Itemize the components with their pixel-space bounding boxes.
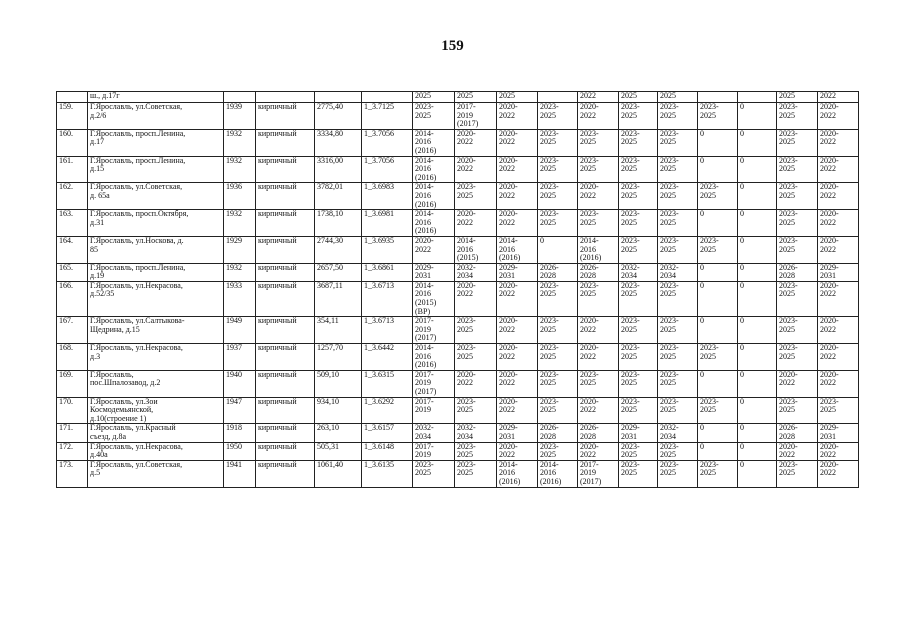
cell-area: 3687,11 xyxy=(315,281,362,316)
cell-address: Г.Ярославль, ул.Советская, д. 65а xyxy=(88,183,224,210)
cell-period-11: 2020- 2022 xyxy=(818,236,859,263)
cell-period-6: 2023- 2025 xyxy=(619,281,658,316)
cell-period-5: 2023- 2025 xyxy=(578,281,619,316)
cell-area: 3334,80 xyxy=(315,129,362,156)
cell-period-6: 2029- 2031 xyxy=(619,424,658,442)
cell-area xyxy=(315,92,362,103)
cell-address: Г.Ярославль, ул.Некрасова, д.3 xyxy=(88,344,224,371)
cell-row-number: 162. xyxy=(57,183,88,210)
cell-period-5: 2023- 2025 xyxy=(578,210,619,237)
cell-period-1: 2029- 2031 xyxy=(413,263,455,281)
cell-period-10: 2023- 2025 xyxy=(777,281,818,316)
cell-period-10: 2023- 2025 xyxy=(777,317,818,344)
cell-period-6: 2023- 2025 xyxy=(619,156,658,183)
table-row xyxy=(57,129,859,156)
cell-period-5: 2020- 2022 xyxy=(578,397,619,424)
cell-period-6: 2023- 2025 xyxy=(619,210,658,237)
cell-period-10: 2023- 2025 xyxy=(777,103,818,130)
cell-period-2: 2023- 2025 xyxy=(455,317,497,344)
cell-address: Г.Ярославль, ул.Салтыкова- Щедрина, д.15 xyxy=(88,317,224,344)
table-row xyxy=(57,103,859,130)
cell-wall-material: кирпичный xyxy=(256,442,315,460)
cell-area: 2744,30 xyxy=(315,236,362,263)
cell-row-number: 159. xyxy=(57,103,88,130)
cell-period-9: 0 xyxy=(738,424,777,442)
cell-period-11: 2029- 2031 xyxy=(818,424,859,442)
cell-period-3: 2014- 2016 (2016) xyxy=(497,236,538,263)
cell-period-10: 2020- 2022 xyxy=(777,370,818,397)
housing-repair-table xyxy=(56,91,859,488)
cell-period-5: 2023- 2025 xyxy=(578,156,619,183)
cell-period-7: 2025 xyxy=(658,92,698,103)
cell-address: Г.Ярославль, ул.Некрасова, д.40а xyxy=(88,442,224,460)
table-row xyxy=(57,460,859,487)
cell-period-9: 0 xyxy=(738,156,777,183)
cell-period-2: 2023- 2025 xyxy=(455,442,497,460)
table-row xyxy=(57,344,859,371)
cell-period-1: 2020- 2022 xyxy=(413,236,455,263)
cell-period-3: 2020- 2022 xyxy=(497,344,538,371)
cell-period-6: 2023- 2025 xyxy=(619,103,658,130)
cell-period-2: 2032- 2034 xyxy=(455,424,497,442)
cell-period-4: 2026- 2028 xyxy=(538,263,578,281)
table-row xyxy=(57,370,859,397)
cell-period-3: 2020- 2022 xyxy=(497,103,538,130)
table-row xyxy=(57,424,859,442)
cell-period-1: 2017- 2019 (2017) xyxy=(413,370,455,397)
cell-period-8: 0 xyxy=(698,263,738,281)
cell-period-3: 2020- 2022 xyxy=(497,281,538,316)
cell-period-1: 2014- 2016 (2016) xyxy=(413,156,455,183)
cell-address: Г.Ярославль, ул.Носкова, д. 85 xyxy=(88,236,224,263)
cell-period-7: 2023- 2025 xyxy=(658,129,698,156)
cell-period-10: 2023- 2025 xyxy=(777,183,818,210)
cell-period-10: 2023- 2025 xyxy=(777,210,818,237)
cell-code: 1_3.6861 xyxy=(362,263,413,281)
cell-year-built: 1937 xyxy=(224,344,256,371)
cell-period-8: 0 xyxy=(698,210,738,237)
table-row xyxy=(57,442,859,460)
cell-period-3: 2020- 2022 xyxy=(497,370,538,397)
cell-period-5: 2020- 2022 xyxy=(578,442,619,460)
cell-period-8: 0 xyxy=(698,317,738,344)
cell-wall-material: кирпичный xyxy=(256,344,315,371)
cell-wall-material: кирпичный xyxy=(256,317,315,344)
cell-period-11: 2020- 2022 xyxy=(818,281,859,316)
cell-wall-material: кирпичный xyxy=(256,424,315,442)
cell-period-1: 2014- 2016 (2016) xyxy=(413,344,455,371)
cell-year-built: 1932 xyxy=(224,210,256,237)
cell-period-8: 2023- 2025 xyxy=(698,397,738,424)
cell-period-4: 2023- 2025 xyxy=(538,210,578,237)
cell-code: 1_3.7056 xyxy=(362,156,413,183)
cell-year-built: 1939 xyxy=(224,103,256,130)
cell-period-2: 2020- 2022 xyxy=(455,210,497,237)
cell-year-built: 1940 xyxy=(224,370,256,397)
cell-period-7: 2032- 2034 xyxy=(658,424,698,442)
cell-wall-material: кирпичный xyxy=(256,183,315,210)
cell-period-3: 2020- 2022 xyxy=(497,397,538,424)
cell-period-11: 2020- 2022 xyxy=(818,442,859,460)
cell-period-6: 2023- 2025 xyxy=(619,183,658,210)
cell-period-8: 0 xyxy=(698,442,738,460)
cell-period-10: 2025 xyxy=(777,92,818,103)
cell-area: 3316,00 xyxy=(315,156,362,183)
cell-period-9 xyxy=(738,92,777,103)
cell-period-11: 2020- 2022 xyxy=(818,103,859,130)
cell-row-number: 160. xyxy=(57,129,88,156)
cell-wall-material: кирпичный xyxy=(256,263,315,281)
cell-code: 1_3.7125 xyxy=(362,103,413,130)
cell-period-6: 2023- 2025 xyxy=(619,370,658,397)
cell-period-2: 2025 xyxy=(455,92,497,103)
cell-wall-material: кирпичный xyxy=(256,129,315,156)
cell-code: 1_3.6713 xyxy=(362,281,413,316)
cell-code: 1_3.6135 xyxy=(362,460,413,487)
table-row xyxy=(57,210,859,237)
cell-period-5: 2026- 2028 xyxy=(578,263,619,281)
cell-year-built: 1932 xyxy=(224,156,256,183)
cell-year-built: 1932 xyxy=(224,129,256,156)
cell-period-4: 2023- 2025 xyxy=(538,370,578,397)
cell-period-4: 0 xyxy=(538,236,578,263)
cell-period-8: 0 xyxy=(698,156,738,183)
cell-period-11: 2020- 2022 xyxy=(818,129,859,156)
cell-code: 1_3.6315 xyxy=(362,370,413,397)
cell-address: Г.Ярославль, ул.Некрасова, д.52/35 xyxy=(88,281,224,316)
cell-code: 1_3.7056 xyxy=(362,129,413,156)
cell-area: 354,11 xyxy=(315,317,362,344)
cell-period-2: 2023- 2025 xyxy=(455,397,497,424)
cell-area: 1738,10 xyxy=(315,210,362,237)
cell-period-4: 2023- 2025 xyxy=(538,442,578,460)
cell-period-7: 2032- 2034 xyxy=(658,263,698,281)
cell-year-built: 1936 xyxy=(224,183,256,210)
cell-period-7: 2023- 2025 xyxy=(658,281,698,316)
cell-period-5: 2023- 2025 xyxy=(578,129,619,156)
cell-area: 3782,01 xyxy=(315,183,362,210)
cell-period-6: 2023- 2025 xyxy=(619,236,658,263)
cell-period-1: 2025 xyxy=(413,92,455,103)
cell-year-built: 1949 xyxy=(224,317,256,344)
cell-address: Г.Ярославль, ул.Красный съезд, д.8а xyxy=(88,424,224,442)
cell-row-number: 165. xyxy=(57,263,88,281)
cell-area: 2657,50 xyxy=(315,263,362,281)
cell-period-6: 2023- 2025 xyxy=(619,460,658,487)
cell-period-4: 2023- 2025 xyxy=(538,281,578,316)
cell-area: 509,10 xyxy=(315,370,362,397)
cell-row-number: 168. xyxy=(57,344,88,371)
cell-period-6: 2025 xyxy=(619,92,658,103)
cell-period-1: 2023- 2025 xyxy=(413,103,455,130)
cell-period-9: 0 xyxy=(738,129,777,156)
cell-period-5: 2020- 2022 xyxy=(578,317,619,344)
cell-year-built: 1941 xyxy=(224,460,256,487)
cell-wall-material: кирпичный xyxy=(256,103,315,130)
cell-row-number: 166. xyxy=(57,281,88,316)
cell-period-8: 2023- 2025 xyxy=(698,103,738,130)
cell-period-6: 2023- 2025 xyxy=(619,344,658,371)
table-row xyxy=(57,317,859,344)
cell-period-4: 2023- 2025 xyxy=(538,183,578,210)
cell-period-4: 2014- 2016 (2016) xyxy=(538,460,578,487)
cell-area: 505,31 xyxy=(315,442,362,460)
cell-period-9: 0 xyxy=(738,317,777,344)
cell-period-6: 2023- 2025 xyxy=(619,129,658,156)
cell-period-6: 2023- 2025 xyxy=(619,442,658,460)
cell-period-9: 0 xyxy=(738,344,777,371)
cell-period-7: 2023- 2025 xyxy=(658,442,698,460)
cell-period-7: 2023- 2025 xyxy=(658,460,698,487)
cell-period-4: 2023- 2025 xyxy=(538,344,578,371)
cell-period-11: 2020- 2022 xyxy=(818,344,859,371)
cell-wall-material: кирпичный xyxy=(256,236,315,263)
cell-period-5: 2020- 2022 xyxy=(578,344,619,371)
cell-address: Г.Ярославль, просп.Ленина, д.15 xyxy=(88,156,224,183)
cell-period-10: 2026- 2028 xyxy=(777,263,818,281)
cell-row-number: 173. xyxy=(57,460,88,487)
cell-year-built: 1918 xyxy=(224,424,256,442)
cell-period-2: 2032- 2034 xyxy=(455,263,497,281)
cell-period-1: 2014- 2016 (2016) xyxy=(413,183,455,210)
cell-period-3: 2020- 2022 xyxy=(497,183,538,210)
cell-period-7: 2023- 2025 xyxy=(658,397,698,424)
table-row xyxy=(57,263,859,281)
cell-year-built: 1929 xyxy=(224,236,256,263)
cell-period-3: 2029- 2031 xyxy=(497,424,538,442)
cell-period-5: 2020- 2022 xyxy=(578,103,619,130)
cell-row-number: 172. xyxy=(57,442,88,460)
cell-period-1: 2014- 2016 (2016) xyxy=(413,129,455,156)
cell-period-8: 2023- 2025 xyxy=(698,236,738,263)
cell-period-10: 2023- 2025 xyxy=(777,236,818,263)
cell-wall-material: кирпичный xyxy=(256,370,315,397)
cell-area: 2775,40 xyxy=(315,103,362,130)
cell-period-5: 2020- 2022 xyxy=(578,183,619,210)
cell-area: 1257,70 xyxy=(315,344,362,371)
cell-period-7: 2023- 2025 xyxy=(658,210,698,237)
cell-period-11: 2020- 2022 xyxy=(818,183,859,210)
cell-code: 1_3.6148 xyxy=(362,442,413,460)
cell-period-2: 2023- 2025 xyxy=(455,460,497,487)
cell-row-number: 171. xyxy=(57,424,88,442)
cell-period-9: 0 xyxy=(738,281,777,316)
cell-address: Г.Ярославль, ул.Советская, д.5 xyxy=(88,460,224,487)
cell-period-3: 2014- 2016 (2016) xyxy=(497,460,538,487)
cell-period-7: 2023- 2025 xyxy=(658,236,698,263)
cell-row-number: 170. xyxy=(57,397,88,424)
cell-code: 1_3.6442 xyxy=(362,344,413,371)
cell-code: 1_3.6292 xyxy=(362,397,413,424)
cell-wall-material: кирпичный xyxy=(256,397,315,424)
cell-period-11: 2020- 2022 xyxy=(818,460,859,487)
cell-address: Г.Ярославль, ул.Советская, д.2/6 xyxy=(88,103,224,130)
cell-period-1: 2017- 2019 (2017) xyxy=(413,317,455,344)
cell-period-1: 2014- 2016 (2015) (ВР) xyxy=(413,281,455,316)
cell-period-10: 2020- 2022 xyxy=(777,442,818,460)
page-number: 159 xyxy=(441,38,464,54)
cell-period-4 xyxy=(538,92,578,103)
cell-period-11: 2020- 2022 xyxy=(818,317,859,344)
cell-period-4: 2023- 2025 xyxy=(538,317,578,344)
cell-period-10: 2023- 2025 xyxy=(777,397,818,424)
cell-period-3: 2020- 2022 xyxy=(497,317,538,344)
cell-period-9: 0 xyxy=(738,370,777,397)
cell-period-11: 2022 xyxy=(818,92,859,103)
cell-year-built xyxy=(224,92,256,103)
cell-period-4: 2023- 2025 xyxy=(538,103,578,130)
cell-address: Г.Ярославль, ул.Зои Космодемьянской, д.10(строение 1) xyxy=(88,397,224,424)
cell-year-built: 1950 xyxy=(224,442,256,460)
cell-period-9: 0 xyxy=(738,236,777,263)
table-row xyxy=(57,397,859,424)
cell-period-7: 2023- 2025 xyxy=(658,103,698,130)
cell-period-7: 2023- 2025 xyxy=(658,183,698,210)
cell-address: Г.Ярославль, просп.Ленина, д.17 xyxy=(88,129,224,156)
cell-period-4: 2023- 2025 xyxy=(538,129,578,156)
cell-wall-material: кирпичный xyxy=(256,281,315,316)
cell-wall-material xyxy=(256,92,315,103)
cell-period-1: 2017- 2019 xyxy=(413,397,455,424)
cell-row-number: 164. xyxy=(57,236,88,263)
cell-period-11: 2020- 2022 xyxy=(818,156,859,183)
cell-period-2: 2023- 2025 xyxy=(455,183,497,210)
cell-period-6: 2032- 2034 xyxy=(619,263,658,281)
cell-period-8 xyxy=(698,92,738,103)
cell-period-7: 2023- 2025 xyxy=(658,317,698,344)
table-row-continuation xyxy=(57,92,859,103)
cell-wall-material: кирпичный xyxy=(256,210,315,237)
cell-year-built: 1947 xyxy=(224,397,256,424)
cell-row-number: 163. xyxy=(57,210,88,237)
cell-period-9: 0 xyxy=(738,397,777,424)
table-row xyxy=(57,281,859,316)
cell-period-3: 2020- 2022 xyxy=(497,442,538,460)
cell-period-2: 2020- 2022 xyxy=(455,156,497,183)
cell-period-9: 0 xyxy=(738,263,777,281)
cell-period-8: 0 xyxy=(698,281,738,316)
cell-area: 1061,40 xyxy=(315,460,362,487)
cell-period-1: 2014- 2016 (2016) xyxy=(413,210,455,237)
cell-period-11: 2029- 2031 xyxy=(818,263,859,281)
cell-period-5: 2014- 2016 (2016) xyxy=(578,236,619,263)
cell-period-10: 2023- 2025 xyxy=(777,460,818,487)
cell-year-built: 1933 xyxy=(224,281,256,316)
cell-address: Г.Ярославль, просп.Октября, д.31 xyxy=(88,210,224,237)
cell-period-7: 2023- 2025 xyxy=(658,370,698,397)
cell-year-built: 1932 xyxy=(224,263,256,281)
cell-period-5: 2022 xyxy=(578,92,619,103)
cell-period-2: 2020- 2022 xyxy=(455,370,497,397)
cell-address: Г.Ярославль, пос.Шпалозавод, д.2 xyxy=(88,370,224,397)
cell-period-9: 0 xyxy=(738,183,777,210)
cell-period-11: 2020- 2022 xyxy=(818,370,859,397)
cell-period-9: 0 xyxy=(738,442,777,460)
cell-period-5: 2023- 2025 xyxy=(578,370,619,397)
cell-row-number: 169. xyxy=(57,370,88,397)
cell-period-10: 2023- 2025 xyxy=(777,129,818,156)
cell-period-8: 0 xyxy=(698,129,738,156)
table-row xyxy=(57,183,859,210)
cell-period-3: 2020- 2022 xyxy=(497,210,538,237)
cell-period-8: 2023- 2025 xyxy=(698,344,738,371)
cell-period-3: 2029- 2031 xyxy=(497,263,538,281)
cell-period-7: 2023- 2025 xyxy=(658,344,698,371)
cell-period-5: 2017- 2019 (2017) xyxy=(578,460,619,487)
cell-period-9: 0 xyxy=(738,210,777,237)
cell-code: 1_3.6983 xyxy=(362,183,413,210)
cell-period-2: 2020- 2022 xyxy=(455,129,497,156)
cell-period-6: 2023- 2025 xyxy=(619,317,658,344)
cell-period-2: 2020- 2022 xyxy=(455,281,497,316)
cell-period-4: 2026- 2028 xyxy=(538,424,578,442)
cell-period-8: 0 xyxy=(698,424,738,442)
cell-address: ш., д.17г xyxy=(88,92,224,103)
cell-period-3: 2020- 2022 xyxy=(497,156,538,183)
cell-period-4: 2023- 2025 xyxy=(538,397,578,424)
cell-address: Г.Ярославль, просп.Ленина, д.19 xyxy=(88,263,224,281)
cell-area: 263,10 xyxy=(315,424,362,442)
cell-code: 1_3.6157 xyxy=(362,424,413,442)
cell-period-9: 0 xyxy=(738,103,777,130)
cell-period-8: 0 xyxy=(698,370,738,397)
cell-period-3: 2020- 2022 xyxy=(497,129,538,156)
cell-period-2: 2014- 2016 (2015) xyxy=(455,236,497,263)
cell-period-7: 2023- 2025 xyxy=(658,156,698,183)
cell-row-number xyxy=(57,92,88,103)
cell-wall-material: кирпичный xyxy=(256,460,315,487)
cell-period-2: 2017- 2019 (2017) xyxy=(455,103,497,130)
cell-wall-material: кирпичный xyxy=(256,156,315,183)
cell-period-9: 0 xyxy=(738,460,777,487)
table-row xyxy=(57,156,859,183)
cell-row-number: 161. xyxy=(57,156,88,183)
cell-period-1: 2032- 2034 xyxy=(413,424,455,442)
cell-period-8: 2023- 2025 xyxy=(698,183,738,210)
cell-period-11: 2020- 2022 xyxy=(818,210,859,237)
cell-period-10: 2023- 2025 xyxy=(777,156,818,183)
cell-area: 934,10 xyxy=(315,397,362,424)
cell-code xyxy=(362,92,413,103)
cell-row-number: 167. xyxy=(57,317,88,344)
cell-code: 1_3.6713 xyxy=(362,317,413,344)
cell-period-4: 2023- 2025 xyxy=(538,156,578,183)
cell-code: 1_3.6935 xyxy=(362,236,413,263)
cell-period-10: 2023- 2025 xyxy=(777,344,818,371)
table-row xyxy=(57,236,859,263)
cell-code: 1_3.6981 xyxy=(362,210,413,237)
cell-period-10: 2026- 2028 xyxy=(777,424,818,442)
cell-period-11: 2023- 2025 xyxy=(818,397,859,424)
cell-period-2: 2023- 2025 xyxy=(455,344,497,371)
cell-period-1: 2023- 2025 xyxy=(413,460,455,487)
cell-period-6: 2023- 2025 xyxy=(619,397,658,424)
cell-period-8: 2023- 2025 xyxy=(698,460,738,487)
cell-period-1: 2017- 2019 xyxy=(413,442,455,460)
cell-period-3: 2025 xyxy=(497,92,538,103)
cell-period-5: 2026- 2028 xyxy=(578,424,619,442)
